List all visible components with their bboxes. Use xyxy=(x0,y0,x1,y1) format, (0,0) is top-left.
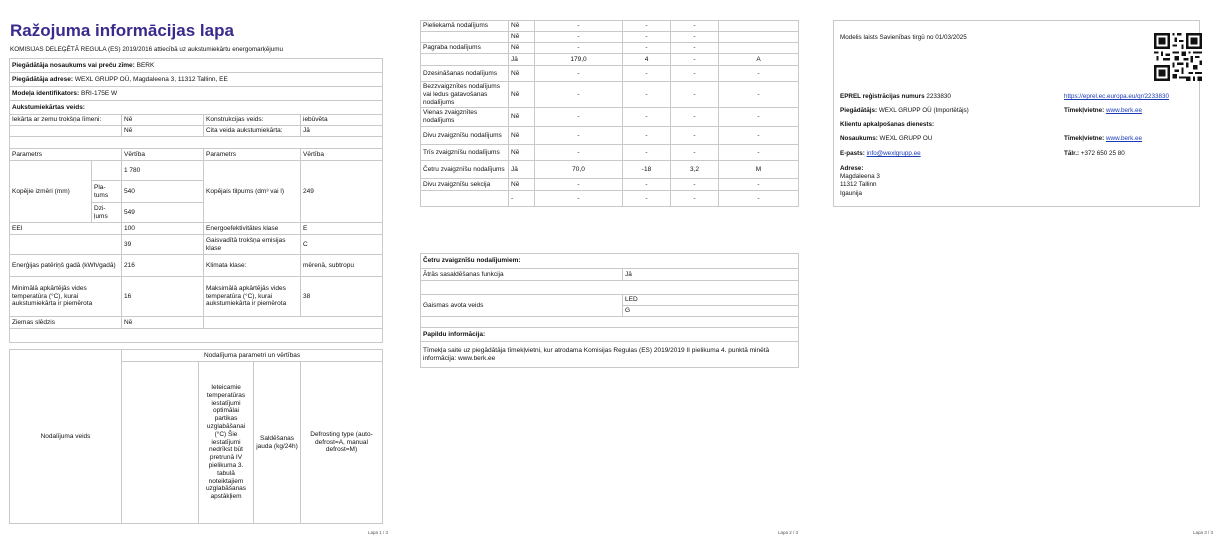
placed-on-market: Modelis laists Savienības tirgū no 01/03/2025 xyxy=(840,34,967,41)
compartment-temp: - xyxy=(535,108,623,127)
winter-label: Ziemas slēdzis xyxy=(10,317,122,329)
eprel-link[interactable]: https://eprel.ec.europa.eu/qr/2233830 xyxy=(1064,93,1170,100)
page-2 xyxy=(410,0,818,544)
defrost-header: Defrosting type (auto-defrost=A, manual defrost=M) xyxy=(301,362,383,524)
compartment-freeze: - xyxy=(623,144,671,160)
compartment-defrost: - xyxy=(671,21,719,32)
compartment-extra: - xyxy=(719,190,799,206)
compartment-defrost: - xyxy=(671,190,719,206)
compartment-extra: - xyxy=(719,66,799,82)
noise-class-value: C xyxy=(301,235,383,255)
depth-label: Dzi-ļums xyxy=(92,203,122,223)
web-link[interactable]: www.berk.ee xyxy=(1106,107,1143,114)
page-number: Lapa 1 / 3 xyxy=(367,530,388,535)
compartment-present: Jā xyxy=(509,160,535,178)
value-header: Vērtība xyxy=(122,149,204,161)
noise-value: 39 xyxy=(122,235,204,255)
compartment-name: Dzesināšanas nodalījums xyxy=(421,66,509,82)
light-source-label: Gaismas avota veids xyxy=(421,295,623,317)
product-info-table xyxy=(9,58,383,343)
compartment-extra: - xyxy=(719,178,799,190)
compartment-name xyxy=(421,190,509,206)
width-value: 540 xyxy=(122,181,204,203)
compartment-temp: - xyxy=(535,82,623,108)
additional-heading: Papildu informācija: xyxy=(421,328,799,342)
page-subtitle: KOMISIJAS DELEĢĒTĀ REGULA (ES) 2019/2016 attiecībā uz aukstumiekārtu energomarķējumu xyxy=(10,45,283,53)
compartment-name: Četru zvaigznīšu nodalījums xyxy=(421,160,509,178)
compartment-defrost: - xyxy=(671,144,719,160)
param-header-2: Parametrs xyxy=(204,149,301,161)
compartment-name: Trīs zvaigznīšu nodalījums xyxy=(421,144,509,160)
design-value: iebūvēta xyxy=(301,115,383,126)
compartment-present: Nē xyxy=(509,108,535,127)
compartment-defrost: - xyxy=(671,32,719,43)
compartment-row xyxy=(421,190,799,206)
compartment-freeze: -18 xyxy=(623,160,671,178)
compartment-extra xyxy=(719,43,799,54)
compartment-row xyxy=(421,32,799,43)
compartment-defrost: - xyxy=(671,126,719,144)
email-link[interactable]: info@wexlgrupp.ee xyxy=(866,150,921,157)
compartments-table xyxy=(420,20,799,207)
compartment-defrost: - xyxy=(671,66,719,82)
service-name-row: Nosaukums: WEXL GRUPP OU xyxy=(840,135,933,142)
ee-class-label: Energoefektivitātes klase xyxy=(204,223,301,235)
compartment-extra: - xyxy=(719,82,799,108)
height-value: 1 780 xyxy=(122,161,204,181)
web2-row: Tīmekļvietne: www.berk.ee xyxy=(1064,135,1143,142)
compartment-present: Nē xyxy=(509,144,535,160)
compartment-temp: - xyxy=(535,43,623,54)
compartment-defrost: - xyxy=(671,178,719,190)
compartment-temp: - xyxy=(535,32,623,43)
compartment-present: Nē xyxy=(509,32,535,43)
web-row: Tīmekļvietne: www.berk.ee xyxy=(1064,107,1143,114)
compartment-extra: - xyxy=(719,126,799,144)
compartment-name: Bezzvaigznītes nodalījums vai ledus gatavošanas nodalījums xyxy=(421,82,509,108)
compartment-temp: 179,0 xyxy=(535,54,623,66)
phone-row: Tālr.: +372 650 25 80 xyxy=(1064,150,1125,157)
supplier-name-row: Piegādātāja nosaukums vai preču zīme: BERK xyxy=(10,59,383,73)
compartment-defrost: - xyxy=(671,43,719,54)
low-noise-value: Nē xyxy=(122,115,204,126)
width-label: Pla-tums xyxy=(92,181,122,203)
compartment-freeze: - xyxy=(623,43,671,54)
page-number: Lapa 2 / 3 xyxy=(777,530,798,535)
page-3 xyxy=(818,0,1223,544)
ee-class-value: E xyxy=(301,223,383,235)
model-id-row: Modeļa identifikators: BRI-175E W xyxy=(10,87,383,101)
compartment-freeze: - xyxy=(623,190,671,206)
compartment-freeze: - xyxy=(623,126,671,144)
value-header-2: Vērtība xyxy=(301,149,383,161)
compartment-name: Vienas zvaigznītes nodalījums xyxy=(421,108,509,127)
compartment-name: Pieliekamā nodalījums xyxy=(421,21,509,32)
compartment-freeze: 4 xyxy=(623,54,671,66)
compartment-present: - xyxy=(509,190,535,206)
compartment-freeze: - xyxy=(623,108,671,127)
compartment-defrost: - xyxy=(671,108,719,127)
compartment-name: Divu zvaigznīšu sekcija xyxy=(421,178,509,190)
compartment-row xyxy=(421,108,799,127)
wine-value: Nē xyxy=(122,126,204,137)
compartment-temp: - xyxy=(535,21,623,32)
climate-value: mērenā, subtropu xyxy=(301,255,383,277)
compartment-name xyxy=(421,54,509,66)
compartment-extra xyxy=(719,21,799,32)
compartment-freeze: - xyxy=(623,66,671,82)
service-heading: Klientu apkalpošanas dienests: xyxy=(840,121,935,128)
compartment-type-header: Nodalījuma veids xyxy=(10,350,122,524)
max-temp-value: 38 xyxy=(301,277,383,317)
climate-label: Klimata klase: xyxy=(204,255,301,277)
compartment-row xyxy=(421,126,799,144)
compartment-present: Nē xyxy=(509,66,535,82)
compartment-present: Jā xyxy=(509,54,535,66)
qr-code-icon xyxy=(1154,33,1202,81)
compartment-row xyxy=(421,54,799,66)
supplier-card xyxy=(833,20,1200,207)
page-title: Ražojuma informācijas lapa xyxy=(10,21,234,40)
compartment-defrost: - xyxy=(671,54,719,66)
energy-label: Enerģijas patēriņš gadā (kWh/gadā) xyxy=(10,255,122,277)
compartment-extra: M xyxy=(719,160,799,178)
other-label: Cita veida aukstumiekārta: xyxy=(204,126,301,137)
freeze-header: Saldēšanas jauda (kg/24h) xyxy=(254,362,301,524)
eprel-row: EPREL reģistrācijas numurs 2233830 xyxy=(840,93,951,100)
page-1 xyxy=(0,0,410,544)
compartment-temp: 70,0 xyxy=(535,160,623,178)
compartment-name: Pagraba nodalījums xyxy=(421,43,509,54)
param-header: Parametrs xyxy=(10,149,122,161)
compartment-header-table xyxy=(9,349,383,524)
volume-label: Kopējais tilpums (dm³ vai l) xyxy=(204,161,301,223)
compartment-temp: - xyxy=(535,66,623,82)
min-temp-label: Minimālā apkārtējās vides temperatūra (°C), kurai aukstumiekārta ir piemērota xyxy=(10,277,122,317)
additional-text: Tīmekļa saite uz piegādātāja tīmekļvietni, kur atrodama Komisijas Regulas (ES) 2019/2019 II pielikuma 4. punktā minētā informācija: www.berk.ee xyxy=(421,342,799,368)
light-source-type: LED xyxy=(623,295,799,306)
compartment-group-heading: Nodalījuma parametri un vērtības xyxy=(122,350,383,362)
fast-freeze-label: Ātrās sasaldēšanas funkcija xyxy=(421,269,623,281)
compartment-temp: - xyxy=(535,178,623,190)
energy-value: 216 xyxy=(122,255,204,277)
eei-label: EEI xyxy=(10,223,122,235)
temp-header: Ieteicamie temperatūras iestatījumi optimālai partikas uzglabāšanai (°C) Šie iestatījumi nedrīkst būt pretrunā IV pielikuma 3. tabulā noteiktajiem uzglabāšanas apstākļiem xyxy=(199,362,254,524)
max-temp-label: Maksimālā apkārtējās vides temperatūra (°C), kurai aukstumiekārta ir piemērota xyxy=(204,277,301,317)
dims-label: Kopējie izmēri (mm) xyxy=(10,161,92,223)
page-number: Lapa 3 / 3 xyxy=(1192,530,1213,535)
compartment-freeze: - xyxy=(623,178,671,190)
email-row: E-pasts: info@wexlgrupp.ee xyxy=(840,150,921,157)
compartment-freeze: - xyxy=(623,32,671,43)
compartment-row xyxy=(421,178,799,190)
supplier-address-row: Piegādātāja adrese: WEXL GRUPP OÜ, Magdaleena 3, 11312 Tallinn, EE xyxy=(10,73,383,87)
compartment-name xyxy=(421,32,509,43)
compartment-extra: - xyxy=(719,108,799,127)
compartment-row xyxy=(421,66,799,82)
compartment-temp: - xyxy=(535,126,623,144)
volume-value: 249 xyxy=(301,161,383,223)
depth-value: 549 xyxy=(122,203,204,223)
compartment-present: Nē xyxy=(509,82,535,108)
min-temp-value: 16 xyxy=(122,277,204,317)
compartment-extra: - xyxy=(719,144,799,160)
fast-freeze-value: Jā xyxy=(623,269,799,281)
design-label: Konstrukcijas veids: xyxy=(204,115,301,126)
address-block: Adrese: Magdaleena 3 11312 Tallinn Igaunija xyxy=(840,165,880,197)
compartment-row xyxy=(421,144,799,160)
compartment-row xyxy=(421,21,799,32)
noise-class-label: Gaisvadītā trokšņa emisijas klase xyxy=(204,235,301,255)
eei-value: 100 xyxy=(122,223,204,235)
compartment-defrost: - xyxy=(671,82,719,108)
other-value: Jā xyxy=(301,126,383,137)
compartment-freeze: - xyxy=(623,21,671,32)
compartment-row xyxy=(421,82,799,108)
compartment-present: Nē xyxy=(509,126,535,144)
compartment-name: Divu zvaigznīšu nodalījums xyxy=(421,126,509,144)
low-noise-label: Iekārta ar zemu trokšņa līmeni: xyxy=(10,115,122,126)
compartment-extra: A xyxy=(719,54,799,66)
light-source-class: G xyxy=(623,306,799,317)
appliance-type-heading: Aukstumiekārtas veids: xyxy=(10,101,383,115)
winter-value: Nē xyxy=(122,317,204,329)
compartment-present: Nē xyxy=(509,43,535,54)
compartment-present: Nē xyxy=(509,178,535,190)
compartment-present: Nē xyxy=(509,21,535,32)
web2-link[interactable]: www.berk.ee xyxy=(1106,135,1143,142)
compartment-row xyxy=(421,160,799,178)
four-star-heading: Četru zvaigznīšu nodalījumiem: xyxy=(421,254,799,269)
compartment-extra xyxy=(719,32,799,43)
compartment-defrost: 3,2 xyxy=(671,160,719,178)
compartment-temp: - xyxy=(535,190,623,206)
compartment-freeze: - xyxy=(623,82,671,108)
compartment-temp: - xyxy=(535,144,623,160)
compartment-row xyxy=(421,43,799,54)
four-star-table xyxy=(420,253,799,368)
supplier-row: Piegādātājs: WEXL GRUPP OÜ (Importētājs) xyxy=(840,107,969,114)
